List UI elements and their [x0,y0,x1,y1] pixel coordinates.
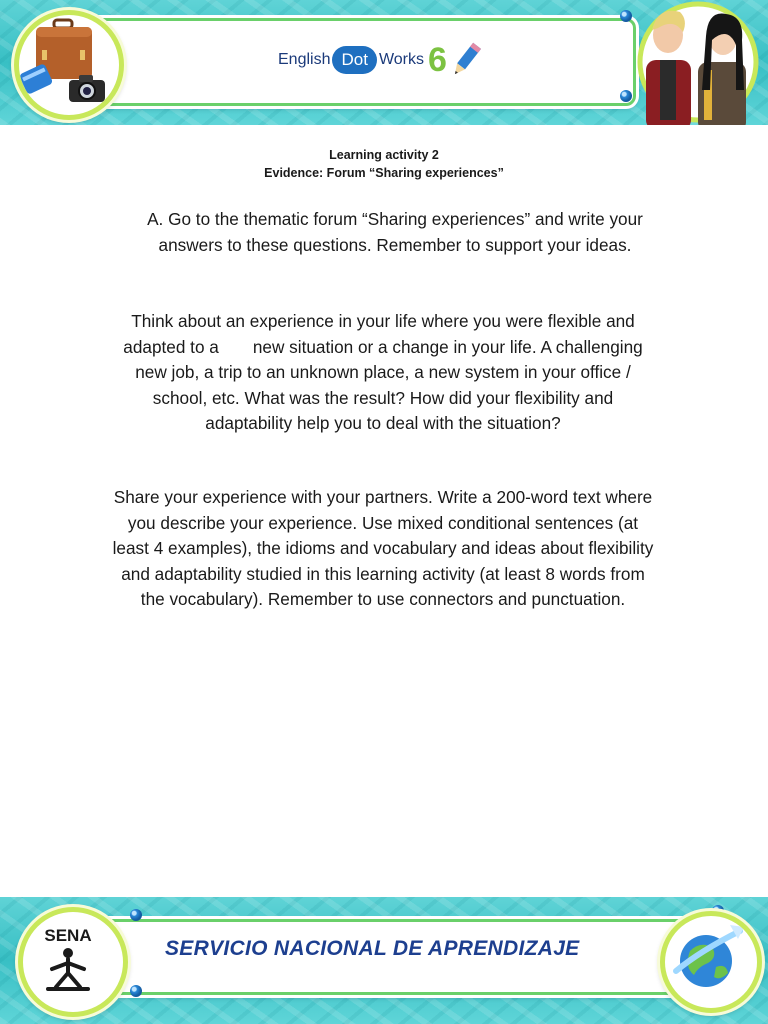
logo-dot: Dot [332,46,376,74]
sena-logo-icon [18,907,118,1007]
sena-logo-text: SENA [44,926,92,945]
english-dot-works-logo [278,40,483,80]
instruction-a [135,207,655,258]
question-paragraph [108,309,658,437]
activity-title: Learning activity 2 [329,148,439,162]
footer-banner [0,897,768,1024]
evidence-subtitle: Evidence: Forum “Sharing experiences” [264,166,504,180]
globe-icon [660,911,752,1003]
logo-number: 6 [428,40,447,79]
question-text-part2: new situation or a change in your life. A challenging new job, a trip to an unknown place, a new system in your office / school, etc. What was the result? How did your flexibility and adaptability help you to deal with the situation? [135,336,643,433]
institution-name: SERVICIO NACIONAL DE APRENDIZAJE [165,937,580,960]
pencil-icon [449,40,483,80]
logo-works: Works [378,51,424,68]
document-heading [0,146,768,182]
header-banner [0,0,768,125]
pushpin-icon [130,909,142,921]
instruction-marker: A. [147,209,164,229]
students-illustration [628,0,768,125]
question-text-part1: Think about an experience in your life where you were flexible and adapted to a [123,311,635,357]
instruction-text: Go to the thematic forum “Sharing experiences” and write your answers to these questions. Remember to support your ideas. [158,209,643,255]
globe-medallion [660,911,762,1013]
briefcase-camera-medallion [14,10,124,120]
pushpin-icon [130,985,142,997]
sena-logo-medallion [18,907,128,1017]
logo-english: English [278,51,331,68]
task-paragraph: Share your experience with your partners. Write a 200-word text where you describe your experience. Use mixed conditional sentences (at least 4 examples), the idioms and vocabulary and ideas about flexibility and adaptability studied in this learning activity (at least 8 words from the vocabulary). Remember to use connectors and punctuation. [112,487,654,609]
camera-icon [67,73,107,105]
